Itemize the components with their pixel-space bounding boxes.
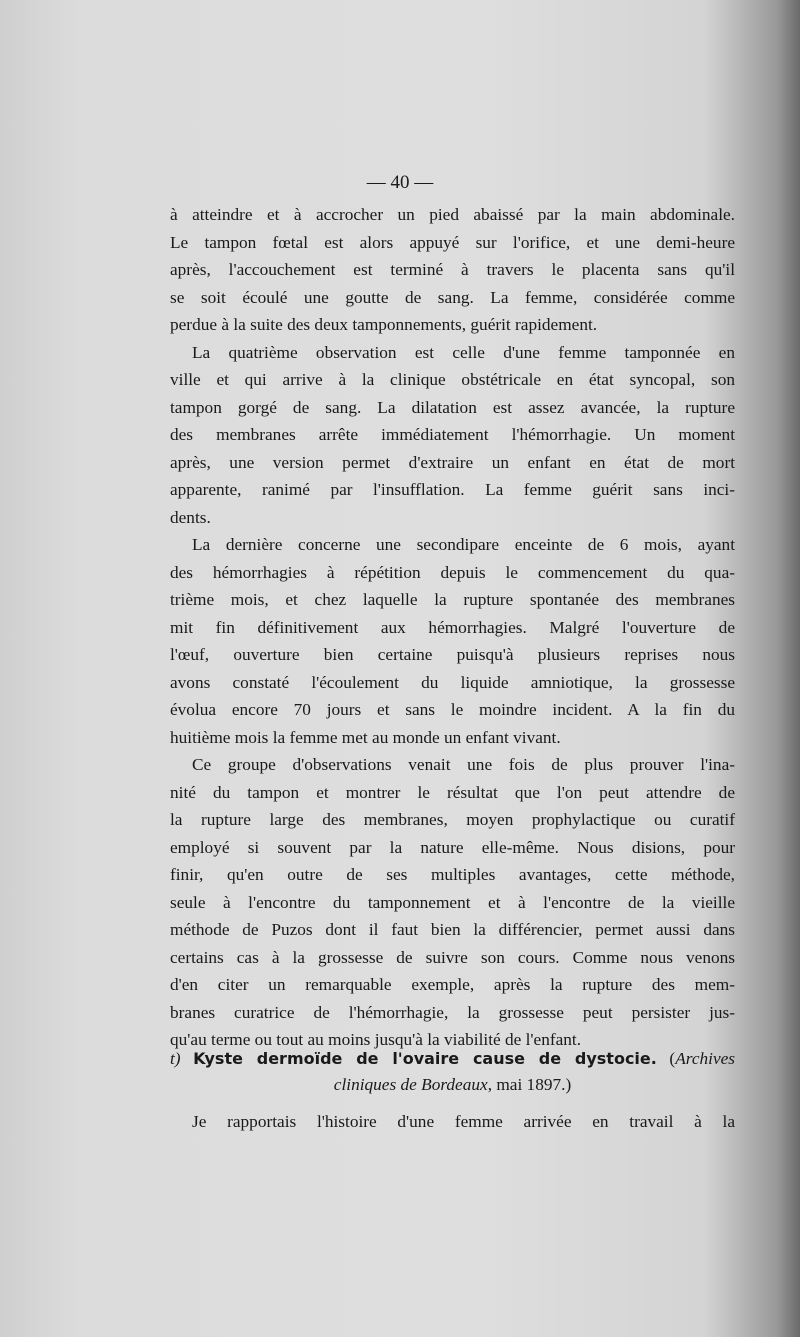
text-line: la rupture large des membranes, moyen prophylactique ou curatif — [170, 810, 735, 829]
text-line: apparente, ranimé par l'insufflation. La femme guérit sans inci- — [170, 480, 735, 499]
text-line: des membranes arrête immédiatement l'hémorrhagie. Un moment — [170, 425, 735, 444]
text-line: certains cas à la grossesse de suivre son cours. Comme nous venons — [170, 947, 735, 967]
text-line: employé si souvent par la nature elle-même. Nous disions, pour — [170, 837, 735, 857]
section-marker: t) — [170, 1049, 181, 1068]
source-open: ( — [669, 1049, 676, 1068]
text-line: La dernière concerne une secondipare enceinte de 6 mois, ayant — [192, 535, 735, 554]
text-line: trième mois, et chez laquelle la rupture spontanée des membranes — [170, 590, 735, 609]
source-date: , mai 1897.) — [487, 1075, 572, 1094]
text-line: mit fin définitivement aux hémorrhagies. Malgré l'ouverture de — [170, 617, 735, 637]
text-line: dents. — [170, 507, 211, 527]
section-title: Kyste dermoïde de l'ovaire cause de dystocie. — [193, 1049, 657, 1068]
text-line: finir, qu'en outre de ses multiples avantages, cette méthode, — [170, 865, 735, 884]
source-journal-2: cliniques de Bordeaux — [333, 1075, 488, 1094]
text-line: après, l'accouchement est terminé à travers le placenta sans qu'il — [170, 260, 735, 279]
intro-line: Je rapportais l'histoire d'une femme arrivée en travail à la — [192, 1112, 735, 1131]
text-line: ville et qui arrive à la clinique obstétricale en état syncopal, son — [170, 370, 735, 389]
section-heading-line2 — [170, 1072, 735, 1098]
text-line: avons constaté l'écoulement du liquide amniotique, la grossesse — [170, 672, 735, 692]
text-line: d'en citer un remarquable exemple, après la rupture des mem- — [170, 975, 735, 994]
page-number: — 40 — — [366, 172, 434, 193]
text-line: tampon gorgé de sang. La dilatation est assez avancée, la rupture — [170, 397, 735, 417]
section-heading-line1 — [170, 1046, 735, 1072]
text-line: seule à l'encontre du tamponnement et à l'encontre de la vieille — [170, 892, 735, 912]
text-line: huitième mois la femme met au monde un enfant vivant. — [170, 727, 561, 747]
text-line: à atteindre et à accrocher un pied abaissé par la main abdominale. — [170, 205, 735, 224]
text-line: méthode de Puzos dont il faut bien la différencier, permet aussi dans — [170, 920, 735, 939]
section-heading — [170, 1046, 735, 1098]
text-line: nité du tampon et montrer le résultat que l'on peut attendre de — [170, 782, 735, 802]
text-line: Ce groupe d'observations venait une fois de plus prouver l'ina- — [192, 755, 735, 774]
body-text — [170, 201, 735, 1054]
text-line: évolua encore 70 jours et sans le moindre incident. A la fin du — [170, 700, 735, 719]
text-line: Le tampon fœtal est alors appuyé sur l'orifice, et une demi-heure — [170, 232, 735, 252]
text-line: perdue à la suite des deux tamponnements, guérit rapidement. — [170, 315, 598, 334]
text-line: se soit écoulé une goutte de sang. La femme, considérée comme — [170, 287, 735, 307]
text-line: l'œuf, ouverture bien certaine puisqu'à plusieurs reprises nous — [170, 645, 735, 664]
source-journal-1: Archives — [675, 1049, 736, 1068]
text-line: des hémorrhagies à répétition depuis le commencement du qua- — [170, 562, 735, 582]
text-line: qu'au terme ou tout au moins jusqu'à la viabilité de l'enfant. — [170, 1030, 582, 1049]
text-line: La quatrième observation est celle d'une femme tamponnée en — [192, 342, 735, 362]
text-line: après, une version permet d'extraire un enfant en état de mort — [170, 452, 735, 472]
text-line: branes curatrice de l'hémorrhagie, la grossesse peut persister jus- — [170, 1002, 735, 1022]
